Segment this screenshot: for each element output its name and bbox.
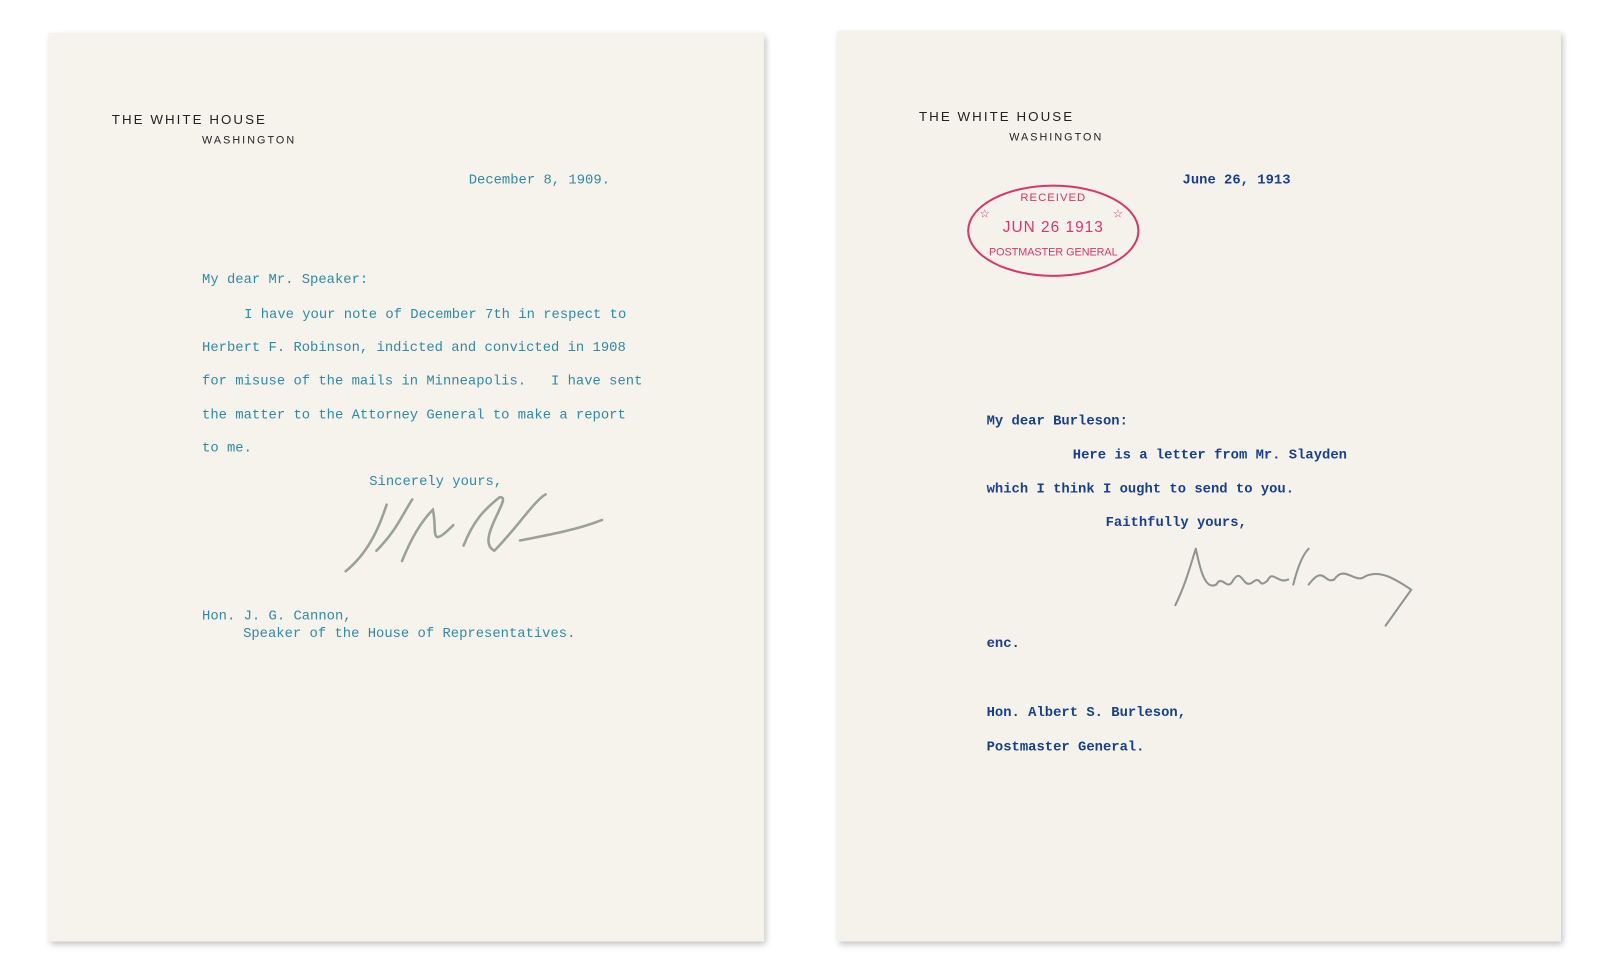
body-line: which I think I ought to send to you. [986, 482, 1295, 498]
signature-wilson [1170, 544, 1416, 636]
body-line: Herbert F. Robinson, indicted and convicted in 1908 [202, 340, 626, 356]
stamp-date: JUN 26 1913 [1002, 218, 1104, 236]
salutation: My dear Mr. Speaker: [202, 272, 369, 289]
body-line: Here is a letter from Mr. Slayden [1072, 448, 1347, 464]
letterhead-title: THE WHITE HOUSE [918, 108, 1075, 125]
letter-taft [48, 33, 764, 942]
closing: Faithfully yours, [1105, 515, 1247, 532]
body-line: for misuse of the mails in Minneapolis. I have sent [202, 374, 643, 390]
letterhead-title: THE WHITE HOUSE [111, 111, 268, 128]
salutation: My dear Burleson: [986, 414, 1128, 430]
letterhead-city: WASHINGTON [202, 134, 297, 147]
letter-date: December 8, 1909. [468, 173, 610, 189]
star-icon: ☆ [1112, 208, 1123, 221]
body-line: the matter to the Attorney General to make a report [202, 408, 626, 424]
signature-taft [340, 489, 617, 581]
star-icon: ☆ [979, 208, 990, 221]
addressee-name: Hon. Albert S. Burleson, [986, 705, 1187, 721]
addressee-name: Hon. J. G. Cannon, [202, 609, 352, 625]
letter-date: June 26, 1913 [1182, 173, 1291, 189]
received-stamp [967, 185, 1139, 277]
letter-wilson [837, 31, 1561, 942]
stamp-received: RECEIVED [1020, 191, 1087, 205]
letterhead-city: WASHINGTON [1009, 131, 1104, 144]
addressee-title: Speaker of the House of Representatives. [243, 626, 576, 643]
body-line: to me. [202, 441, 252, 457]
body-line: I have your note of December 7th in respect to [244, 307, 627, 324]
closing: Sincerely yours, [369, 474, 503, 491]
enclosure-note: enc. [986, 636, 1020, 653]
addressee-title: Postmaster General. [986, 740, 1145, 756]
stamp-postmaster: POSTMASTER GENERAL [988, 246, 1118, 259]
